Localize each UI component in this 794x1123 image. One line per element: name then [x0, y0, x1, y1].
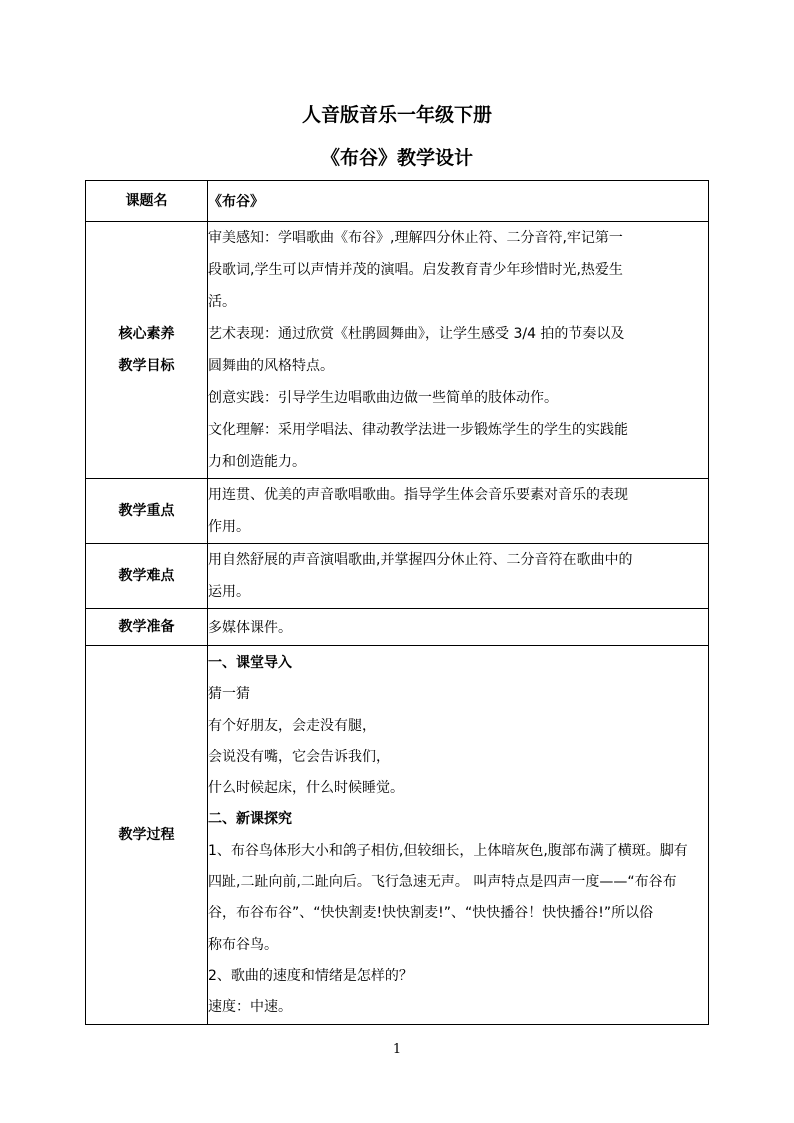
process-line: 四趾,二趾向前,二趾向后。飞行急速无声。 叫声特点是四声一度——“布谷布 — [208, 874, 677, 891]
course-name-value: 《布谷》 — [208, 181, 709, 222]
key-points-line: 用连贯、优美的声音歌唱歌曲。指导学生体会音乐要素对音乐的表现 — [208, 487, 628, 503]
objectives-line: 力和创造能力。 — [208, 454, 306, 470]
table-row-process — [86, 646, 709, 1025]
objectives-content — [208, 222, 709, 479]
process-line: 什么时候起床，什么时候睡觉。 — [208, 780, 404, 797]
objectives-label-line2: 教学目标 — [118, 358, 175, 374]
objectives-line: 创意实践：引导学生边唱歌曲边做一些简单的肢体动作。 — [208, 390, 558, 406]
objectives-line: 文化理解：采用学唱法、律动教学法进一步锻炼学生的学生的实践能 — [208, 422, 628, 438]
table-row-key-points — [86, 479, 709, 544]
table-row-course-name — [86, 181, 709, 222]
process-section-heading: 一、课堂导入 — [208, 655, 292, 671]
objectives-label — [86, 222, 208, 479]
difficulties-label: 教学难点 — [86, 544, 208, 609]
table-row-preparation — [86, 609, 709, 646]
process-line: 2、歌曲的速度和情绪是怎样的？ — [208, 967, 413, 984]
objectives-line: 艺术表现：通过欣赏《杜鹃圆舞曲》，让学生感受 3/4 拍的节奏以及 — [208, 326, 625, 342]
document-subtitle: 《布谷》教学设计 — [320, 147, 473, 169]
process-content — [208, 646, 709, 1025]
difficulties-line: 用自然舒展的声音演唱歌曲,并掌握四分休止符、二分音符在歌曲中的 — [208, 552, 633, 568]
process-line: 称布谷鸟。 — [208, 936, 278, 953]
process-section-heading: 二、新课探究 — [208, 811, 292, 828]
table-row-objectives — [86, 222, 709, 479]
table-row-difficulties — [86, 544, 709, 609]
objectives-line: 活。 — [208, 294, 236, 310]
key-points-label: 教学重点 — [86, 479, 208, 544]
page-number: 1 — [392, 1042, 402, 1057]
objectives-line: 段歌词,学生可以声情并茂的演唱。启发教育青少年珍惜时光,热爱生 — [208, 262, 623, 278]
key-points-content — [208, 479, 709, 544]
objectives-line: 圆舞曲的风格特点。 — [208, 358, 334, 374]
objectives-label-line1: 核心素养 — [118, 326, 175, 342]
process-label: 教学过程 — [86, 646, 208, 1025]
document-title: 人音版音乐一年级下册 — [301, 104, 492, 126]
process-line: 有个好朋友，会走没有腿， — [208, 717, 376, 734]
preparation-label: 教学准备 — [86, 609, 208, 646]
process-line: 速度：中速。 — [208, 999, 292, 1016]
course-name-label: 课题名 — [86, 181, 208, 222]
objectives-line: 审美感知：学唱歌曲《布谷》,理解四分休止符、二分音符,牢记第一 — [208, 230, 623, 246]
key-points-line: 作用。 — [208, 519, 250, 535]
process-line: 谷，布谷布谷”、“快快割麦!快快割麦!”、“快快播谷！快快播谷!”所以俗 — [208, 905, 654, 922]
lesson-plan-table — [85, 180, 709, 1025]
difficulties-line: 运用。 — [208, 584, 250, 600]
process-line: 会说没有嘴，它会告诉我们， — [208, 748, 390, 765]
process-line: 猜一猜 — [208, 686, 250, 703]
preparation-value: 多媒体课件。 — [208, 609, 709, 646]
process-line: 1、布谷鸟体形大小和鸽子相仿,但较细长，上体暗灰色,腹部布满了横斑。脚有 — [208, 842, 688, 859]
difficulties-content — [208, 544, 709, 609]
